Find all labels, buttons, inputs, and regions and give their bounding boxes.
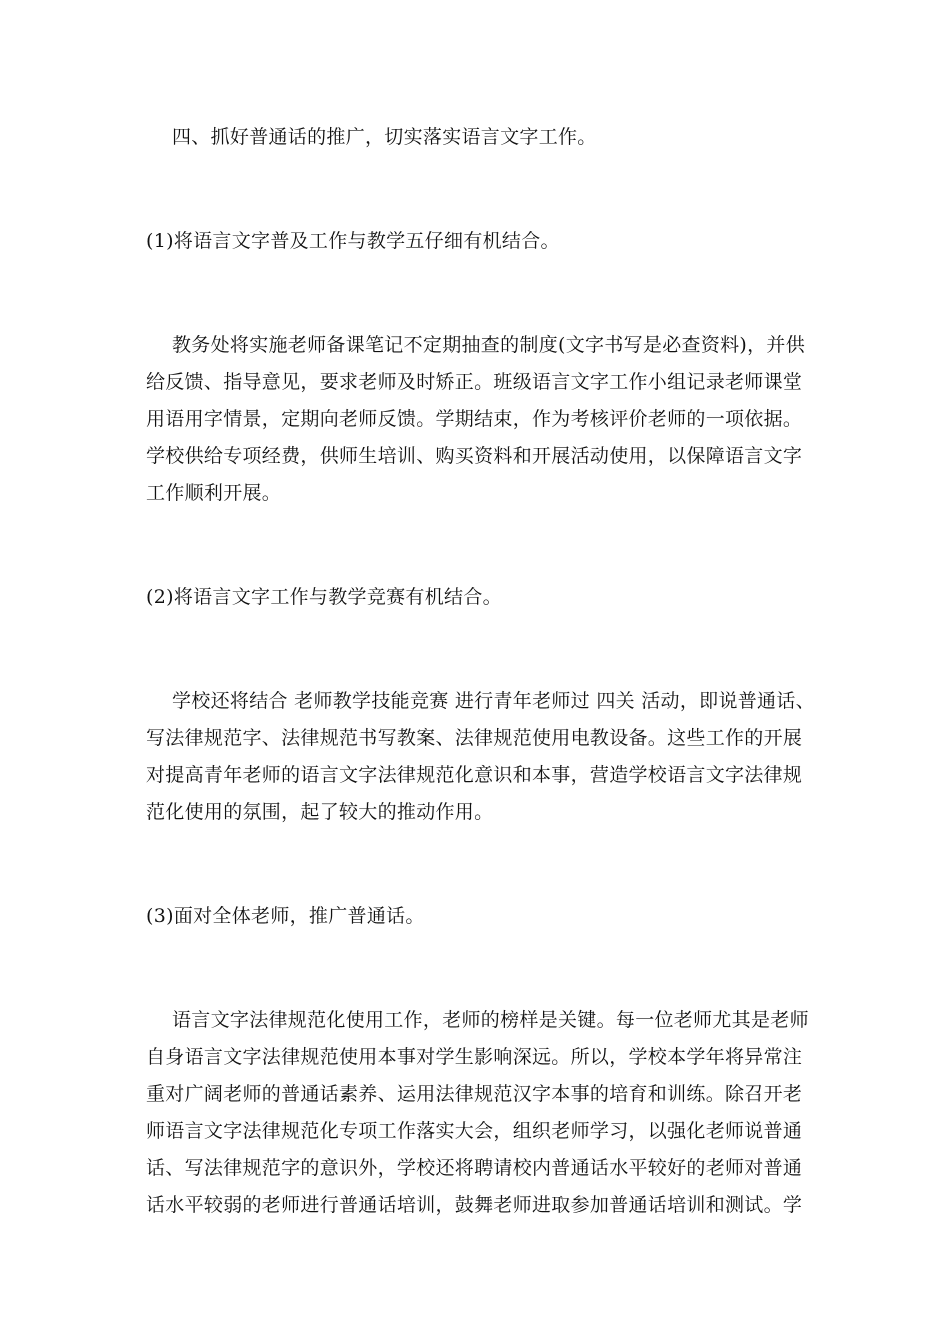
paragraph-line: 重对广阔老师的普通话素养、运用法律规范汉字本事的培育和训练。除召开老 <box>146 1083 803 1105</box>
paragraph-line: 学校还将结合 老师教学技能竞赛 进行青年老师过 四关 活动，即说普通话、 <box>172 690 815 712</box>
paragraph-line: 话水平较弱的老师进行普通话培训，鼓舞老师进取参加普通话培训和测试。学 <box>146 1194 803 1216</box>
section-heading: 四、抓好普通话的推广，切实落实语言文字工作。 <box>172 126 597 148</box>
paragraph-line: 语言文字法律规范化使用工作，老师的榜样是关键。每一位老师尤其是老师 <box>172 1009 809 1031</box>
paragraph-line: 给反馈、指导意见，要求老师及时矫正。班级语言文字工作小组记录老师课堂 <box>146 371 803 393</box>
paragraph-line: 对提高青年老师的语言文字法律规范化意识和本事，营造学校语言文字法律规 <box>146 764 803 786</box>
paragraph-line: 师语言文字法律规范化专项工作落实大会，组织老师学习，以强化老师说普通 <box>146 1120 803 1142</box>
paragraph-line: 用语用字情景，定期向老师反馈。学期结束，作为考核评价老师的一项依据。 <box>146 408 803 430</box>
paragraph-line: 教务处将实施老师备课笔记不定期抽查的制度(文字书写是必查资料)，并供 <box>172 334 806 356</box>
paragraph-line: 自身语言文字法律规范使用本事对学生影响深远。所以，学校本学年将异常注 <box>146 1046 803 1068</box>
subsection-heading: (3)面对全体老师，推广普通话。 <box>146 905 425 927</box>
paragraph-line: 话、写法律规范字的意识外，学校还将聘请校内普通话水平较好的老师对普通 <box>146 1157 803 1179</box>
paragraph-line: 工作顺利开展。 <box>146 482 282 504</box>
paragraph-line: 学校供给专项经费，供师生培训、购买资料和开展活动使用，以保障语言文字 <box>146 445 803 467</box>
subsection-heading: (2)将语言文字工作与教学竞赛有机结合。 <box>146 586 502 608</box>
paragraph-line: 写法律规范字、法律规范书写教案、法律规范使用电教设备。这些工作的开展 <box>146 727 803 749</box>
paragraph-line: 范化使用的氛围，起了较大的推动作用。 <box>146 801 494 823</box>
subsection-heading: (1)将语言文字普及工作与教学五仔细有机结合。 <box>146 230 560 252</box>
